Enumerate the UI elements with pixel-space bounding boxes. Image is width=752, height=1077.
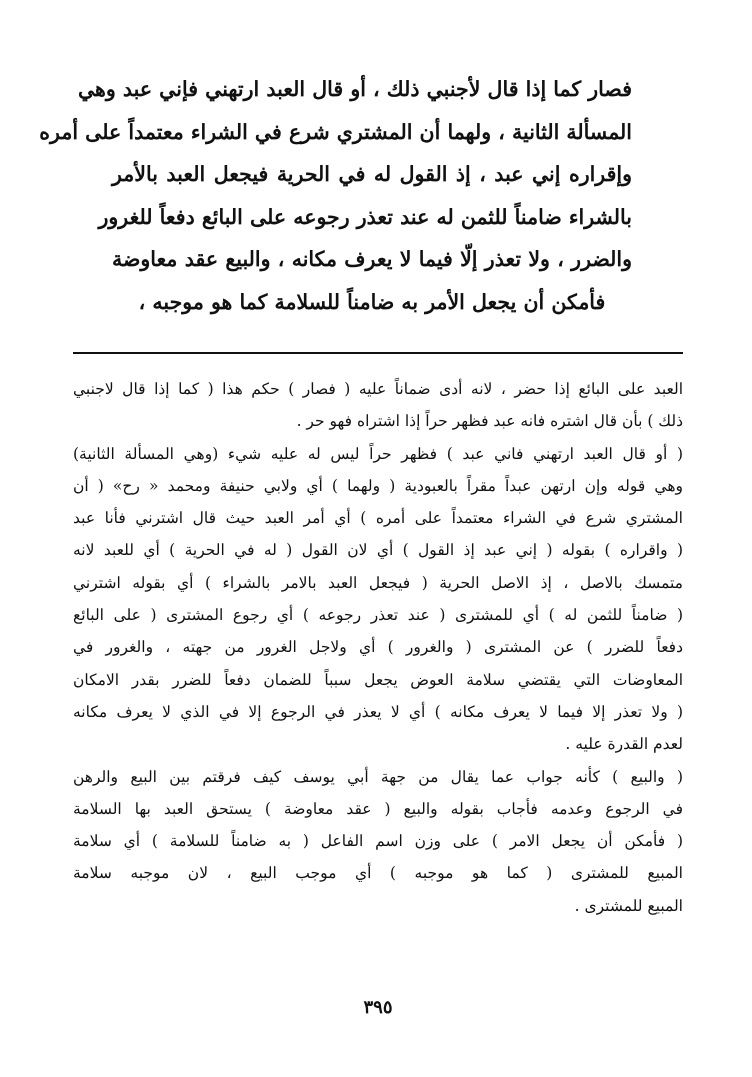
main-text-line: فأمكن أن يجعل الأمر به ضامناً للسلامة كما هو موجبه ، bbox=[138, 289, 606, 314]
main-text-line: والضرر ، ولا تعذر إلّا فيما لا يعرف مكانه ، والبيع عقد معاوضة bbox=[112, 247, 632, 271]
commentary-line: المعاوضات التي يقتضي سلامة العوض يجعل سبباً للضمان دفعاً للضرر بقدر الامكان bbox=[73, 670, 683, 689]
commentary-line: ( فأمكن أن يجعل الامر ) على وزن اسم الفاعل ( به ضامناً للسلامة ) أي سلامة bbox=[73, 832, 683, 851]
commentary-line: متمسك بالاصل ، إذ الاصل الحرية ( فيجعل العبد بالامر بالشراء ) أي بقوله اشترني bbox=[73, 573, 683, 592]
commentary-block bbox=[73, 373, 683, 922]
commentary-line: المبيع للمشترى . bbox=[574, 896, 683, 915]
commentary-line: المشتري شرع في الشراء معتمداً على أمره ) أي أمر العبد حيث قال اشترني فأنا عبد bbox=[73, 509, 683, 528]
commentary-line: وهي قوله وإن ارتهن عبداً مقراً بالعبودية ( ولهما ) أي ولابي حنيفة ومحمد « رح» ( أن bbox=[73, 476, 683, 495]
commentary-line: المبيع للمشترى ( كما هو موجبه ) أي موجب البيع ، لان موجبه سلامة bbox=[73, 864, 683, 883]
main-text-line: المسألة الثانية ، ولهما أن المشتري شرع في الشراء معتمداً على أمره bbox=[39, 119, 632, 144]
page-number: ٣٩٥ bbox=[363, 997, 393, 1018]
commentary-line: ( والبيع ) كأنه جواب عما يقال من جهة أبي يوسف كيف فرقتم بين البيع والرهن bbox=[73, 767, 683, 786]
main-text-line: وإقراره إني عبد ، إذ القول له في الحرية فيجعل العبد بالأمر bbox=[112, 162, 632, 186]
commentary-line: ( ضامناً للثمن له ) أي للمشترى ( عند تعذر رجوعه ) أي رجوع المشترى ( على البائع bbox=[73, 606, 683, 625]
commentary-line: ذلك ) بأن قال اشتره فانه عبد فظهر حراً إذا اشتراه فهو حر . bbox=[296, 412, 683, 431]
commentary-line: ( واقراره ) بقوله ( إني عبد إذ القول ) أي لان القول ( له في الحرية ) أي للعبد لانه bbox=[73, 541, 683, 560]
commentary-line: ( ولا تعذر إلا فيما لا يعرف مكانه ) أي لا يعذر في الرجوع إلا في الذي لا يعرف مكانه bbox=[73, 702, 683, 721]
section-divider bbox=[73, 352, 683, 354]
commentary-line: لعدم القدرة عليه . bbox=[565, 735, 683, 754]
main-text-line: فصار كما إذا قال لأجنبي ذلك ، أو قال العبد ارتهني فإني عبد وهي bbox=[77, 77, 632, 101]
commentary-line: العبد على البائع إذا حضر ، لانه أدى ضماناً عليه ( فصار ) حكم هذا ( كما إذا قال لاجنبي bbox=[73, 380, 683, 398]
main-text-line: بالشراء ضامناً للثمن له عند تعذر رجوعه على البائع دفعاً للغرور bbox=[98, 204, 632, 229]
commentary-line: دفعاً للضرر ) عن المشترى ( والغرور ) أي ولاجل الغرور من جهته ، والغرور في bbox=[73, 638, 683, 657]
commentary-line: ( أو قال العبد ارتهني فاني عبد ) فظهر حراً ليس له عليه شيء (وهي المسألة الثانية) bbox=[73, 444, 683, 463]
commentary-line: في الرجوع وعدمه فأجاب بقوله والبيع ( عقد معاوضة ) يستحق العبد بها السلامة bbox=[73, 799, 683, 818]
main-text-block bbox=[39, 68, 632, 323]
